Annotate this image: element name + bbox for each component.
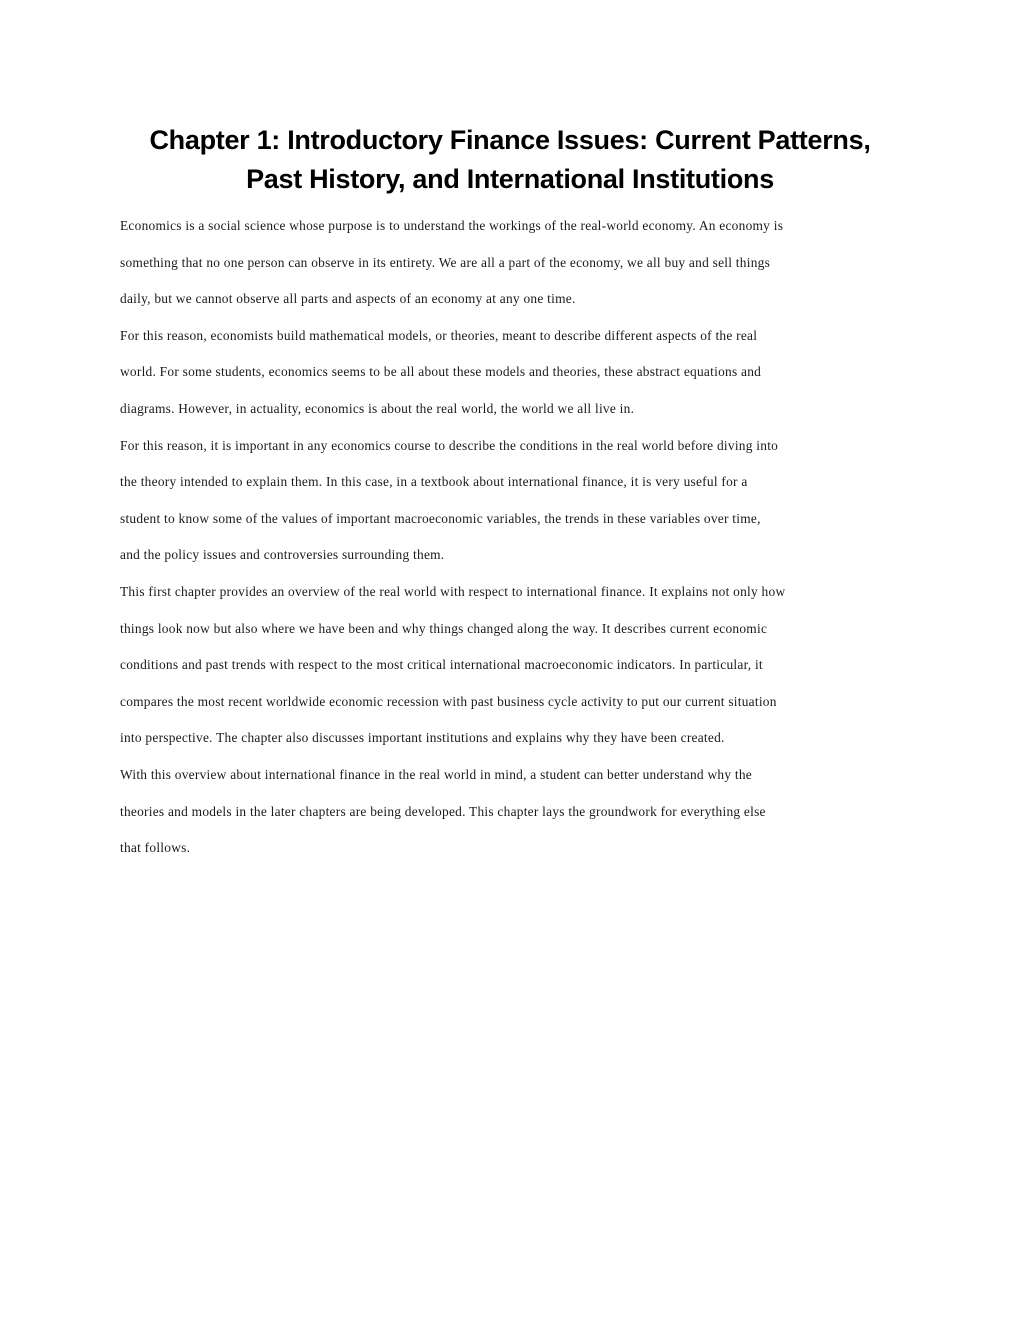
text-line: conditions and past trends with respect to the most critical international macroeconomic indicators. In particular, it (120, 657, 763, 673)
paragraph-5 (120, 763, 920, 873)
text-line: This first chapter provides an overview of the real world with respect to international finance. It explains not only how (120, 583, 786, 599)
text-line: For this reason, economists build mathematical models, or theories, meant to describe different aspects of the real (120, 327, 758, 343)
text-line: something that no one person can observe in its entirety. We are all a part of the economy, we all buy and sell things (120, 254, 771, 270)
chapter-title-line-2: Past History, and International Institutions (246, 164, 774, 194)
paragraph-2 (120, 324, 920, 434)
text-line: world. For some students, economics seems to be all about these models and theories, these abstract equations and (120, 364, 762, 380)
chapter-title-line-1: Chapter 1: Introductory Finance Issues: Current Patterns, (149, 125, 871, 155)
text-line: student to know some of the values of important macroeconomic variables, the trends in these variables over time, (120, 510, 761, 526)
text-line: the theory intended to explain them. In this case, in a textbook about international finance, it is very useful for a (120, 474, 748, 490)
paragraph-4 (120, 580, 920, 763)
text-line: diagrams. However, in actuality, economics is about the real world, the world we all live in. (120, 400, 635, 416)
text-line: theories and models in the later chapters are being developed. This chapter lays the groundwork for everything else (120, 803, 766, 819)
paragraph-1 (120, 214, 920, 324)
chapter-body (120, 214, 920, 873)
text-line: things look now but also where we have been and why things changed along the way. It describes current economic (120, 620, 768, 636)
text-line: that follows. (120, 840, 191, 856)
text-line: Economics is a social science whose purpose is to understand the workings of the real-world economy. An economy is (120, 218, 784, 233)
text-line: compares the most recent worldwide economic recession with past business cycle activity to put our current situation (120, 693, 777, 709)
text-line: daily, but we cannot observe all parts and aspects of an economy at any one time. (120, 291, 576, 307)
text-line: into perspective. The chapter also discusses important institutions and explains why they have been created. (120, 730, 725, 746)
text-line: With this overview about international finance in the real world in mind, a student can better understand why the (120, 766, 752, 782)
text-line: and the policy issues and controversies surrounding them. (120, 547, 445, 563)
paragraph-3 (120, 434, 920, 580)
text-line: For this reason, it is important in any economics course to describe the conditions in the real world before diving into (120, 437, 779, 453)
chapter-title (0, 121, 1020, 199)
